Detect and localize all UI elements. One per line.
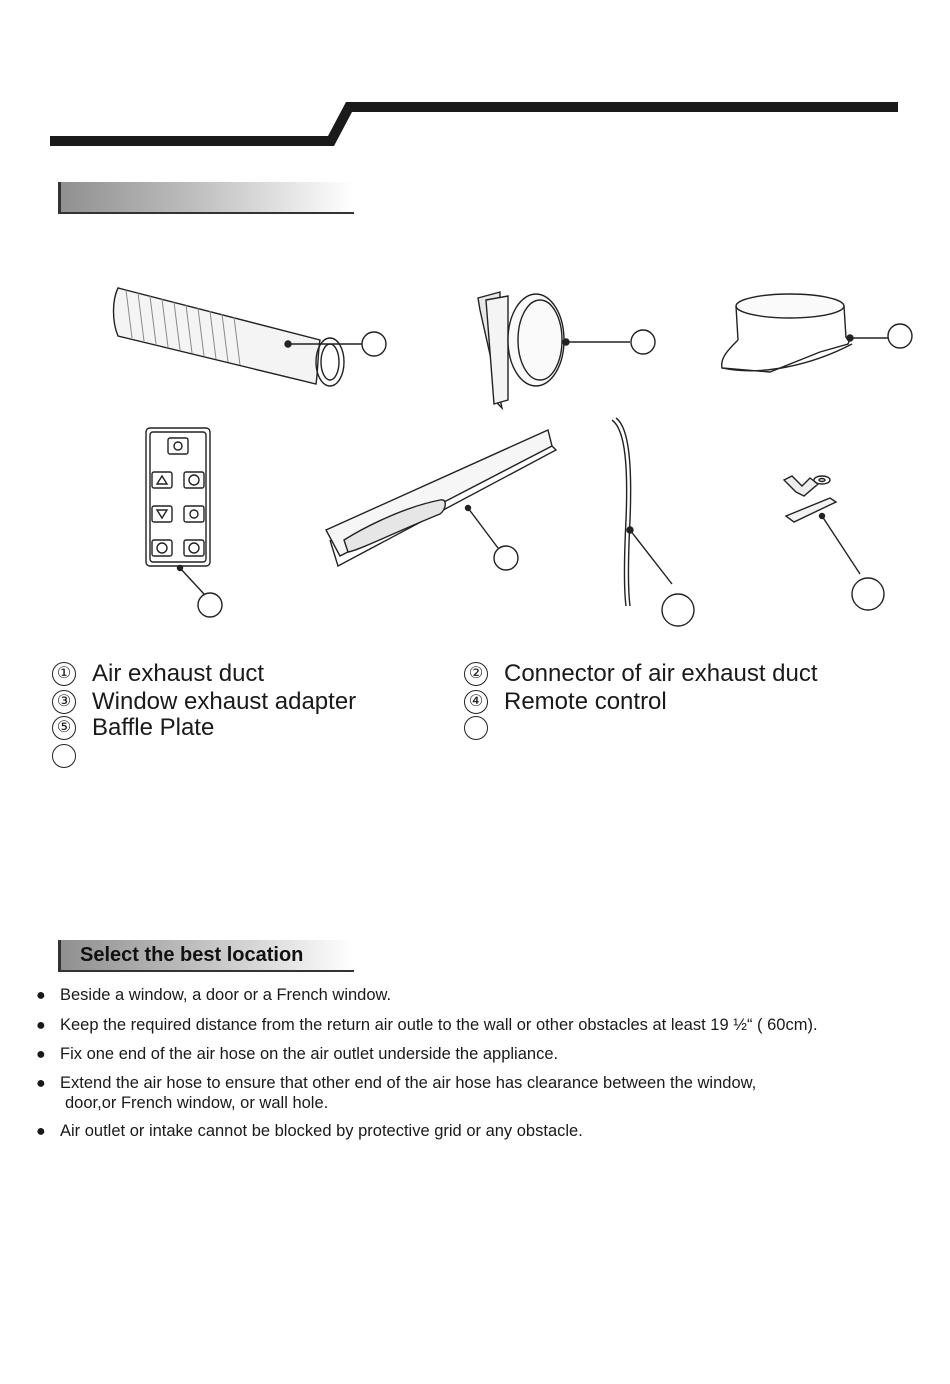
legend-item-empty-7 bbox=[52, 744, 92, 778]
callout-circle-5 bbox=[494, 546, 518, 570]
air-exhaust-duct-drawing bbox=[114, 288, 387, 386]
bullet-dot: ● bbox=[36, 1017, 46, 1034]
bullet-text: Extend the air hose to ensure that other end of the air hose has clearance between the window, bbox=[60, 1074, 757, 1092]
legend-item-empty-6 bbox=[464, 716, 504, 750]
bullet-text: Air outlet or intake cannot be blocked by protective grid or any obstacle. bbox=[60, 1122, 583, 1140]
callout-circle-4 bbox=[198, 593, 222, 617]
legend-item-remote-control bbox=[464, 688, 667, 716]
legend-item-window-adapter bbox=[52, 688, 356, 716]
legend-label: Baffle Plate bbox=[92, 714, 215, 741]
callout-circle-7 bbox=[852, 578, 884, 610]
bullet-dot: ● bbox=[36, 1075, 46, 1092]
bracket-drawing bbox=[784, 476, 884, 610]
bullet-text: door,or French window, or wall hole. bbox=[65, 1094, 329, 1112]
cable-drawing bbox=[612, 418, 694, 626]
callout-circle-3 bbox=[888, 324, 912, 348]
accessories-illustration bbox=[0, 270, 950, 640]
legend-number: ③ bbox=[52, 690, 76, 714]
legend-label: Air exhaust duct bbox=[92, 660, 265, 687]
legend-number bbox=[52, 744, 76, 768]
legend-number: ① bbox=[52, 662, 76, 686]
callout-circle-1 bbox=[362, 332, 386, 356]
legend-item-connector bbox=[464, 660, 818, 688]
location-section-tab bbox=[58, 940, 354, 970]
legend-item-air-exhaust-duct bbox=[52, 660, 264, 688]
section-heading: Select the best location bbox=[80, 944, 304, 966]
callout-circle-6 bbox=[662, 594, 694, 626]
legend-number: ⑤ bbox=[52, 716, 76, 740]
header-bar bbox=[0, 0, 950, 160]
connector-drawing bbox=[478, 292, 655, 408]
remote-control-drawing bbox=[146, 428, 222, 617]
legend-number: ④ bbox=[464, 690, 488, 714]
legend-item-baffle-plate bbox=[52, 714, 214, 742]
accessories-section-tab bbox=[58, 182, 354, 212]
legend-label: Window exhaust adapter bbox=[92, 688, 357, 715]
legend-number bbox=[464, 716, 488, 740]
window-adapter-drawing bbox=[722, 294, 912, 372]
baffle-plate-drawing bbox=[326, 430, 556, 570]
bullet-text: Beside a window, a door or a French window. bbox=[60, 986, 392, 1004]
bullet-text: Keep the required distance from the return air outle to the wall or other obstacles at least 19 ½“ ( 60cm). bbox=[60, 1016, 818, 1034]
bullet-dot: ● bbox=[36, 987, 46, 1004]
legend-number: ② bbox=[464, 662, 488, 686]
bullet-dot: ● bbox=[36, 1123, 46, 1140]
legend-label: Remote control bbox=[504, 688, 667, 715]
bullet-dot: ● bbox=[36, 1046, 46, 1063]
callout-circle-2 bbox=[631, 330, 655, 354]
legend-label: Connector of air exhaust duct bbox=[504, 660, 818, 687]
bullet-text: Fix one end of the air hose on the air outlet underside the appliance. bbox=[60, 1045, 559, 1063]
